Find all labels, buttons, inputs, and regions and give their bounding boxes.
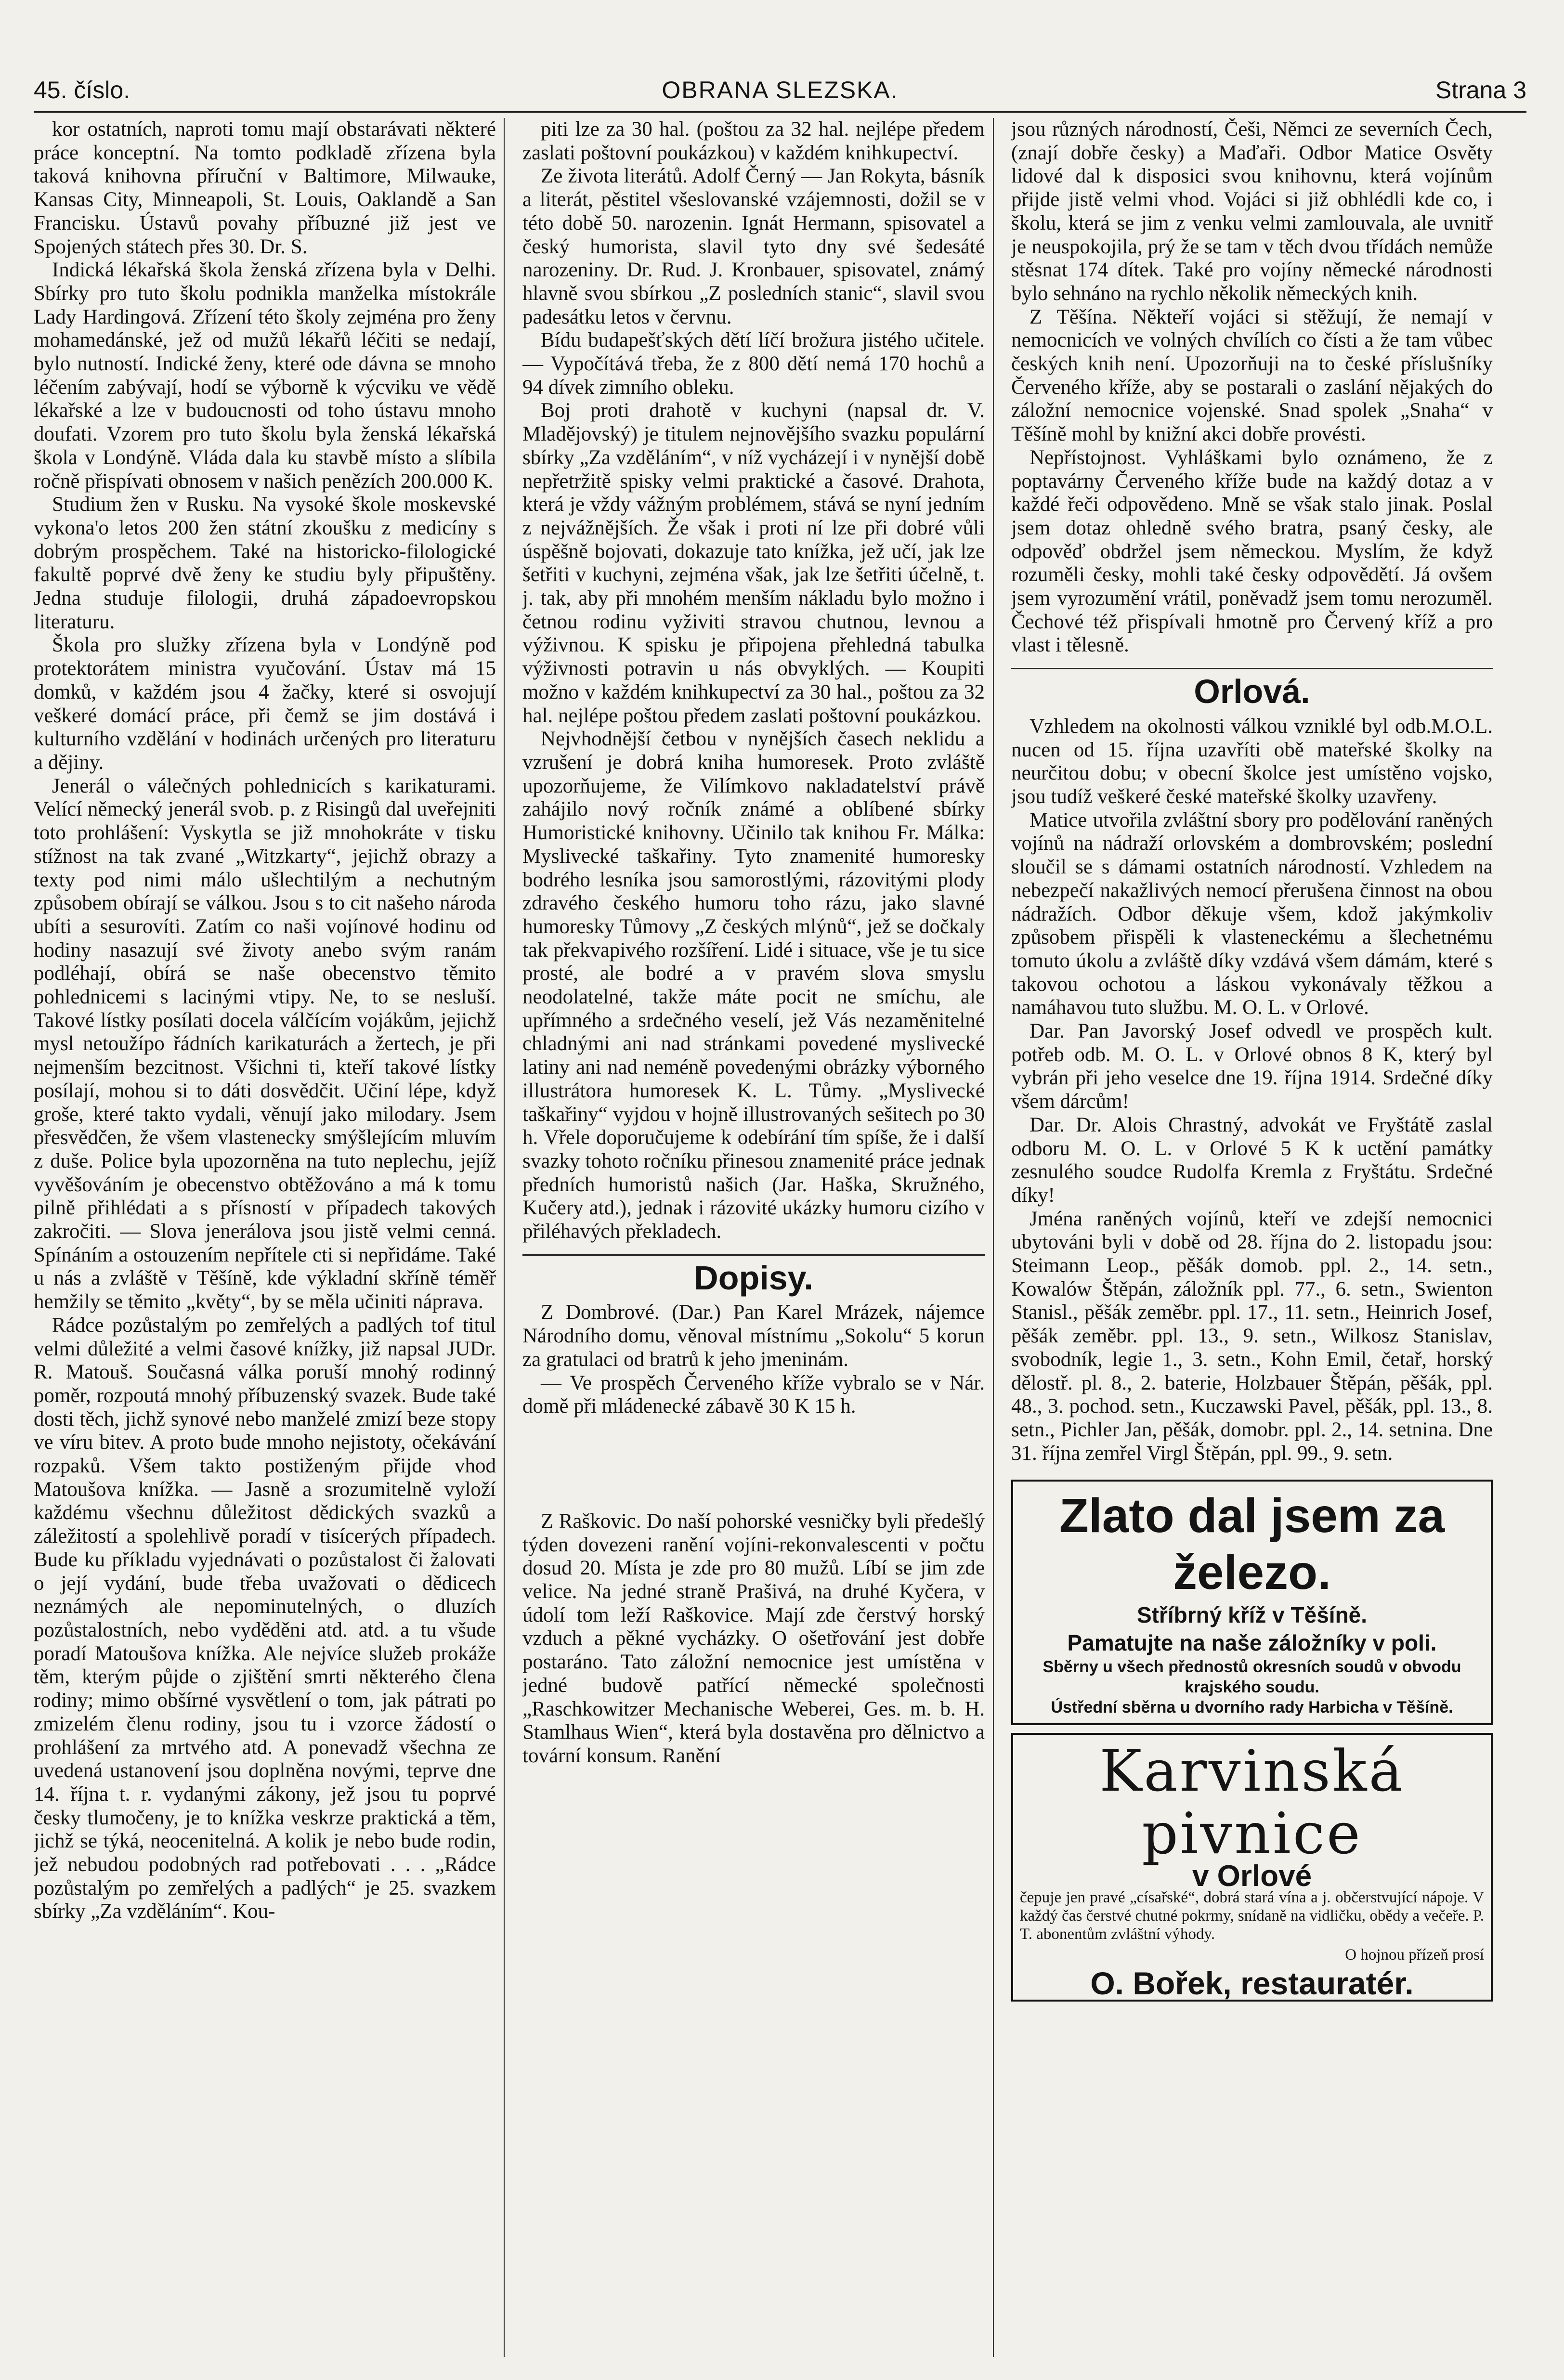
column-1 [34,118,496,2362]
article-paragraph: Ze života literátů. Adolf Černý — Jan Rokyta, básník a literát, pěstitel všeslovanské vzájemnosti, dožil se v této době 50. narozenin. Ignát Hermann, spisovatel a český humorista, slavil tyto dny své šedesáté narozeniny. Dr. Rud. J. Kronbauer, spisovatel, známý hlavně svou sbírkou „Z posledních stanic“, slavil svou padesátku letos v červnu. [522,165,985,328]
article-paragraph: kor ostatních, naproti tomu mají obstarávati některé práce konceptní. Na tomto podkladě zřízena byla taková knihovna příruční v Baltimore, Milwauke, Kansas City, Minneapoli, St. Louis, Oaklandě a San Francisku. Ústavů povahy příbuzné již jest ve Spojených státech přes 30. Dr. S. [34,118,496,258]
column-3 [1011,118,1493,2362]
article-paragraph: Jména raněných vojínů, kteří ve zdejší nemocnici ubytováni byli v době od 28. října do 2. listopadu jsou: Steimann Leop., pěšák domob. ppl. 2., 14. setn., Kowalów Štěpán, záložník ppl. 77., 6. setn., Swienton Stanisl., pěšák zeměbr. ppl. 17., 11. setn., Heinrich Josef, pěšák zeměbr. ppl. 13., 9. setn., Wilkosz Stanislav, svobodník, legie 1., 3. setn., Kohn Emil, četař, horský dělostř. pl. 8., 2. baterie, Holzbauer Štěpán, pěšák, ppl. 48., 3. pochod. setn., Kuczawski Pavel, pěšák, ppl. 13., 8. setn., Pichler Jan, pěšák, domobr. ppl. 2., 14. setnina. Dne 31. října zemřel Virgl Štěpán, ppl. 99., 9. setn. [1011,1207,1493,1465]
article-paragraph: piti lze za 30 hal. (poštou za 32 hal. nejlépe předem zaslati poštovní poukázkou) v každém knihkupectví. [522,118,985,164]
advertisement-karvinska-pivnice [1011,1733,1493,2002]
article-paragraph: jsou různých národností, Češi, Němci ze severních Čech, (znají dobře česky) a Maďaři. Odbor Matice Osvěty lidové dal k disposici svou knihovnu, která vojínům přijde jistě velmi vhod. Vojáci si již obhlédli kde co, i školu, která se jim z venku velmi zamlouvala, ale uvnitř je neuspokojila, prý že se tam v těch dvou třídách nemůže stěsnat 174 dítek. Také pro vojíny německé národnosti bylo sehnáno na rychlo několik německých knih. [1011,118,1493,305]
ad-text: Sběrny u všech přednostů okresních soudů v obvodu krajského soudu. [1043,1658,1461,1697]
ad-headline: Karvinská pivnice [1099,1738,1405,1867]
article-paragraph: Nepřístojnost. Vyhláškami bylo oznámeno, že z poptavárny Červeného kříže bude na každý dotaz a v každé řeči odpovědeno. Mně se však stalo jinak. Poslal jsem dotaz ohledně svého bratra, psaný česky, ale odpověď obdržel jsem německou. Myslím, že když rozuměli česky, mohli také česky odpovědětí. Já ovšem jsem vyrozumění vrátil, poněvadž jsem tomu nerozuměl. Čechové též přispívali hmotně pro Červený kříž a pro vlast i tělesně. [1011,446,1493,657]
column-divider [993,118,994,2357]
article-paragraph: Jenerál o válečných pohlednicích s karikaturami. Velící německý jenerál svob. p. z Risingů dal uveřejniti toto prohlášení: Vyskytla se již mnohokráte v tisku stížnost na tak zvané „Witzkarty“, jejichž obrazy a texty pod nimi málo ušlechtilým a nechutným způsobem obírají se válkou. Jsou s to cit našeho národa ubíti a sesurovíti. Zatím co naši vojínové hodinu od hodiny nasazují své životy anebo svým ranám podléhají, obírá se naše obecenstvo těmito pohlednicemi s lacinými vtipy. Ne, to se nesluší. Takové lístky posílati docela válčícím vojákům, jejichž mysl netoužípo řádních karikaturách a žertech, je při nejmenším bezcitnost. Všichni ti, kteří takové lístky posílají, mohou si to dáti dosvědčit. Učiní lépe, když groše, které takto vydali, věnují jako milodary. Jsem přesvědčen, že všem vlastenecky smýšlejícím mluvím z duše. Police byla upozorněna na tuto neplechu, jejíž vyvěšováním je obecenstvo obtěžováno a má k tomu pilně přihlédati a s přísností v případech takových zakročiti. — Slova jenerálova jsou jistě velmi cenná. Spínáním a ostouzením nepřítele cti si nepřidáme. Také u nás a zvláště v Těšíně, kde výkladní skříně téměř hemžily se těmito „květy“, by se měla učiniti náprava. [34,774,496,1314]
ad-owner: O. Bořek, restauratér. [1090,1965,1414,2001]
article-paragraph: Dar. Pan Javorský Josef odvedl ve prospěch kult. potřeb odb. M. O. L. v Orlové obnos 8 K, který byl vybrán při jeho veselce dne 19. října 1914. Srdečné díky všem dárcům! [1011,1020,1493,1113]
column-divider [504,118,505,2357]
article-paragraph: Dar. Dr. Alois Chrastný, advokát ve Fryštátě zaslal odboru M. O. L. v Orlové 5 K k uctění památky zesnulého soudce Rudolfa Kremla z Fryštátu. Srdečné díky! [1011,1113,1493,1207]
issue-number: 45. číslo. [34,77,130,104]
article-paragraph: Matice utvořila zvláštní sbory pro podělování raněných vojínů na nádraží orlovském a dombrovském; poslední sloučil se s dámami ostatních národností. Vzhledem na nebezpečí nakažlivých nemocí přerušena činnost na obou nádražích. Odbor děkuje všem, kdož jakýmkoliv způsobem přispěli k vlasteneckému a šlechetnému tomuto úkolu a zvláště díky vzdává všem dámám, které s takovou ochotou a láskou vykonávaly těžkou a namáhavou tuto službu. M. O. L. v Orlové. [1011,808,1493,1019]
article-paragraph: Vzhledem na okolnosti válkou vzniklé byl odb.M.O.L. nucen od 15. října uzavříti obě mateřské školky na neurčitou dobu; v obecní školce jest umístěno vojsko, jsou tudíž veškeré české mateřské školky uzavřeny. [1011,715,1493,808]
article-paragraph: Boj proti drahotě v kuchyni (napsal dr. V. Mladějovský) je titulem nejnovějšího svazku populární sbírky „Za vzděláním“, v níž vycházejí i v nynější době nepřetržitě spisky velmi praktické a časové. Drahota, která je vždy vážným problémem, stává se nyní jedním z nejvážnějších. Že však i proti ní lze při dobré vůli úspěšně bojovati, dokazuje tato knížka, jež učí, jak lze šetřiti v kuchyni, zejména však, jak lze šetřiti účelně, t. j. tak, aby při mnohém menším nákladu bylo možno i četnou rodinu vyživiti stravou chutnou, levnou a výživnou. K spisku je připojena přehledná tabulka výživnosti potravin u nás obvyklých. — Koupiti možno v každém knihkupectví za 30 hal., poštou za 32 hal. nejlépe poštou předem zaslati poštovní poukázkou. [522,399,985,727]
advertisement-gold-for-iron [1011,1480,1493,1725]
ad-headline: Zlato dal jsem za železo. [1059,1489,1445,1600]
section-heading-dopisy: Dopisy. [694,1259,813,1297]
ad-text: Ústřední sběrna u dvorního rady Harbicha v Těšíně. [1051,1698,1453,1717]
ad-text: čepuje jen pravé „císařské“, dobrá stará vína a j. občerstvující nápoje. V každý čas čerstvé chutné pokrmy, snídaně na vidličku, obědy a večeře. P. T. abonentům zvláštní výhody. [1020,1889,1484,1943]
newspaper-title: OBRANA SLEZSKA. [662,77,899,104]
article-paragraph: Z Dombrové. (Dar.) Pan Karel Mrázek, nájemce Národního domu, věnoval místnímu „Sokolu“ 5 korun za gratulaci od bratrů k jeho jmeninám. [522,1301,985,1371]
page-header [34,72,1526,113]
ad-subline: Pamatujte na naše záložníky v poli. [1067,1630,1437,1656]
article-paragraph: Nejvhodnější četbou v nynějších časech neklidu a vzrušení je dobrá kniha humoresek. Proto zvláště upozorňujeme, že Vilímkovo nakladatelství právě zahájilo nový ročník známé a oblíbené sbírky Humoristické knihovny. Učinilo tak knihou Fr. Málka: Myslivecké taškařiny. Tyto znamenité humoresky bodrého lesníka jsou samorostlými, rázovitými plody zdravého českého humoru toho rázu, jako slavné humoresky Tůmovy „Z českých mlýnů“, jež se dočkaly tak překvapivého rozšíření. Lidé i situace, vše je tu sice prosté, ale bodré a v pravém slova smyslu neodolatelné, takže máte pocit ne smíchu, ale upřímného a srdečného veselí, jež Vás nezaměnitelné chladnými ani nad stránkami povedené myslivecké latiny ani nad neméně povedenými obrázky výborného illustrátora humoresek K. L. Tůmy. „Myslivecké taškařiny“ vyjdou v hojně illustrovaných sešitech po 30 h. Vřele doporučujeme k odebírání tím spíše, že i další svazky tohoto ročníku přinesou znamenité práce jednak předních humoristů našich (Jar. Haška, Skružného, Kučery atd.), jednak i rázovité ukázky humoru cizího v přiléhavých překladech. [522,728,985,1243]
ad-note: O hojnou přízeň prosí [1345,1946,1484,1964]
article-paragraph: — Ve prospěch Červeného kříže vybralo se v Nár. domě při mládenecké zábavě 30 K 15 h. [522,1371,985,1418]
article-paragraph: Bídu budapešťských dětí líčí brožura jistého učitele. — Vypočítává třeba, že z 800 dětí nemá 170 hochů a 94 dívek zimního obleku. [522,329,985,399]
ad-subline: Stříbrný kříž v Těšíně. [1136,1602,1368,1628]
article-paragraph: Rádce pozůstalým po zemřelých a padlých tof titul velmi důležité a velmi časové knížky, již napsal JUDr. R. Matouš. Současná válka poruší mnohý rodinný poměr, rozpoutá mnohý příbuzenský svazek. Bude také dosti těch, jichž synové nebo manželé zmizí beze stopy ve víru bitev. A proto bude mnoho nejistoty, očekávání rozpaků. Všem takto postiženým přijde vhod Matoušova knížka. — Jasně a srozumitelně vyloží každému všechnu důležitost dědických svazků a záležitostí a spolehlivě poradí v tisícerých případech. Bude ku příkladu vyjednávati o pozůstalost či žalovati o její vydání, bude třeba uvažovati o dědicech neznámých ale nepominutelných, o dluzích pozůstalostních, nebo vyděděni atd. atd. a tu všude poradí Matoušova knížka. Ale nejvíce služeb prokáže těm, kterým půjde o zjištění smrti některého člena rodiny; mimo obšírné vysvětlení o tom, jak pátrati po zmizelém členu rodiny, jsou tu i vzorce žádostí o prohlášení za mrtvého atd. A ponevadž všechna ze uvedená ustanovení jsou doplněna novými, teprve dne 14. října t. r. vydanými zákony, jež jsou tu poprvé česky tlumočeny, je to knížka veskrze praktická a těm, jichž se týká, neocenitelná. A kolik je nebo bude rodin, jež nebudou podobných rad potřebovati . . . „Rádce pozůstalým po zemřelých a padlých“ je 25. svazkem sbírky „Za vzděláním“. Kou- [34,1314,496,1923]
article-paragraph: Škola pro služky zřízena byla v Londýně pod protektorátem ministra vyučování. Ústav má 15 domků, v každém jsou 4 žačky, které si osvojují veškeré domácí práce, při čemž se jim dostává i kulturního vzdělání v hodinách určených pro literaturu a dějiny. [34,634,496,774]
article-paragraph: Studium žen v Rusku. Na vysoké škole moskevské vykona'o letos 200 žen státní zkoušku z medicíny s dobrým prospěchem. Také na historicko-filologické fakultě poprvé dvě ženy ke studiu byly připuštěny. Jedna studuje filologii, druhá západoevropskou literaturu. [34,493,496,633]
section-heading-orlova: Orlová. [1194,673,1310,711]
section-rule [1011,668,1493,669]
article-paragraph: Z Raškovic. Do naší pohorské vesničky byli předešlý týden dovezeni ranění vojíni-rekonvalescenti v počtu dosud 20. Místa je zde pro 80 mužů. Líbí se jim zde velice. Na jedné straně Prašivá, na druhé Kyčera, v údolí tom leží Raškovice. Mají zde čerstvý horský vzduch a pěkné vycházky. O ošetřování jest dobře postaráno. Tato záložní nemocnice jest umístěna v jedné budově patřící německé společnosti „Raschkowitzer Mechanische Weberei, Ges. m. b. H. Stamlhaus Wien“, která byla dostavěna pro dělnictvo a tovární konsum. Ranění [522,1509,985,1767]
section-rule [522,1254,985,1256]
column-2 [522,118,985,2362]
article-paragraph: Z Těšína. Někteří vojáci si stěžují, že nemají v nemocnicích ve volných chvílích co čísti a že tam vůbec českých knih není. Upozorňuji na to české příslušníky Červeného kříže, aby se postarali o zaslání nějakých do záložní nemocnice vojenské. Snad spolek „Snaha“ v Těšíně mohl by knižní akci dobře provésti. [1011,305,1493,446]
ad-subline: v Orlové [1192,1860,1312,1893]
article-paragraph: Indická lékařská škola ženská zřízena byla v Delhi. Sbírky pro tuto školu podnikla manželka místokrále Lady Hardingová. Zřízení této školy zejména pro ženy mohamedánské, jež od mužů lékařů léčiti se nedají, bylo nutností. Indické ženy, které ode dávna se mnoho léčením zabývají, hodí se výborně k výcviku ve vědě lékařské a lze v budoucnosti od toho ústavu mnoho doufati. Vzorem pro tuto školu byla ženská lékařská škola v Londýně. Vláda dala ku stavbě místo a slíbila ročně přispívati obnosem v našich penězích 200.000 K. [34,259,496,493]
page-number: Strana 3 [1435,77,1526,104]
